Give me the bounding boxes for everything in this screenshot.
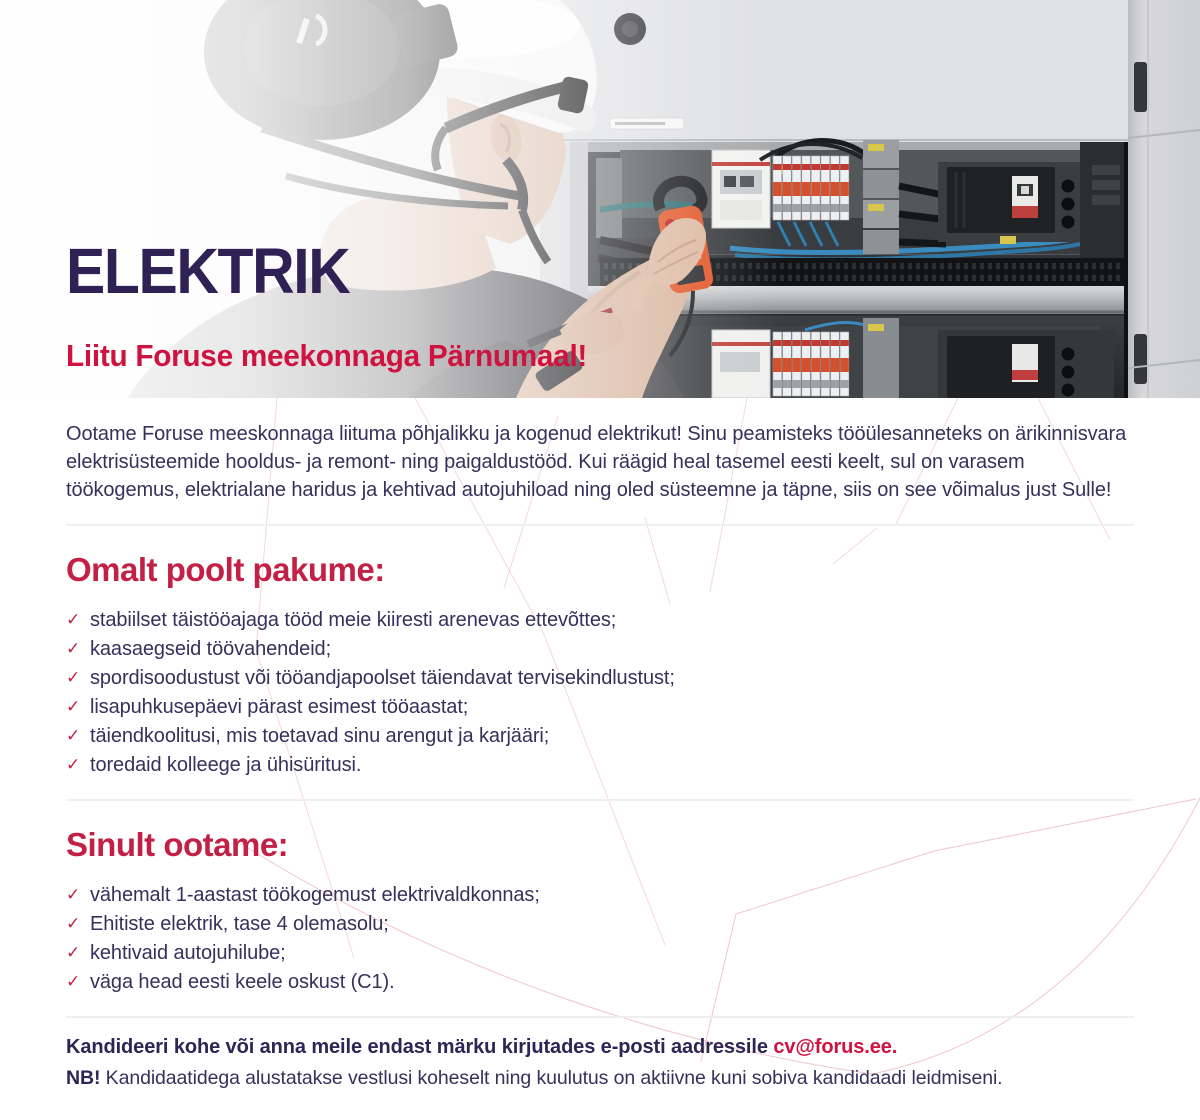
section-expectations [66,825,1134,996]
list-item [66,910,1134,938]
list-item [66,693,1134,721]
check-icon: ✓ [66,972,81,991]
check-icon: ✓ [66,755,81,774]
cabinet-door [1124,0,1200,398]
check-icon: ✓ [66,726,81,745]
list-item-text: kehtivaid autojuhilube; [90,942,286,964]
section-offer [66,550,1134,779]
section-divider [66,524,1134,526]
terminal-column [863,140,899,254]
offer-list [66,606,1134,779]
list-item [66,664,1134,692]
door-hinge [1134,62,1147,112]
nb-note [66,1065,1134,1091]
list-item [66,606,1134,634]
list-item-text: spordisoodustust või tööandjapoolset täiendavat tervisekindlustust; [90,667,675,689]
check-icon: ✓ [66,914,81,933]
list-item-text: väga head eesti keele oskust (C1). [90,971,395,993]
list-item-text: kaasaegseid töövahendeid; [90,638,332,660]
section-divider [66,799,1134,801]
check-icon: ✓ [66,697,81,716]
list-item [66,722,1134,750]
list-item [66,635,1134,663]
nb-text: Kandidaatidega alustatakse vestlusi koheselt ning kuulutus on aktiivne kuni sobiva kandidaadi leidmiseni. [100,1067,1003,1089]
list-item-text: vähemalt 1-aastast töökogemust elektrivaldkonnas; [90,884,540,906]
list-item-text: Ehitiste elektrik, tase 4 olemasolu; [90,913,389,935]
check-icon: ✓ [66,668,81,687]
section-divider [66,1016,1134,1018]
check-icon: ✓ [66,610,81,629]
offer-heading: Omalt poolt pakume: [66,551,385,588]
check-icon: ✓ [66,885,81,904]
nb-label: NB! [66,1067,101,1089]
list-item-text: toredaid kolleege ja ühisüritusi. [90,754,362,776]
list-item [66,881,1134,909]
check-icon: ✓ [66,639,81,658]
footer [66,1034,1134,1091]
intro-paragraph: Ootame Foruse meeskonnaga liituma põhjalikku ja kogenud elektrikut! Sinu peamisteks tööülesanneteks on ärikinnisvara elektrisüsteemide hooldus- ja remont- ning paigaldustööd. Kui räägid heal tasemel eesti keelt, sul on varasem töökogemus, elektrialane haridus ja kehtivad autojuhiload ning oled süsteemne ja täpne, siis on see võimalus just Sulle! [66,423,1127,501]
expect-list [66,881,1134,996]
page-title: ELEKTRIK [66,235,350,307]
list-item-text: lisapuhkusepäevi pärast esimest tööaastat; [90,696,469,718]
list-item [66,939,1134,967]
list-item-text: täiendkoolitusi, mis toetavad sinu arengut ja karjääri; [90,725,550,747]
apply-text: Kandideeri kohe või anna meile endast märku kirjutades e-posti aadressile [66,1036,774,1058]
check-icon: ✓ [66,943,81,962]
page-subtitle: Liitu Foruse meekonnaga Pärnumaal! [66,338,588,373]
apply-line [66,1034,1134,1060]
list-item [66,751,1134,779]
list-item [66,968,1134,996]
expect-heading: Sinult ootame: [66,826,289,863]
list-item-text: stabiilset täistööajaga tööd meie kiiresti arenevas ettevõttes; [90,609,617,631]
content [0,420,1200,1091]
door-hinge [1134,334,1147,384]
email-link[interactable]: cv@forus.ee. [773,1036,898,1058]
hero-section [0,0,1200,398]
